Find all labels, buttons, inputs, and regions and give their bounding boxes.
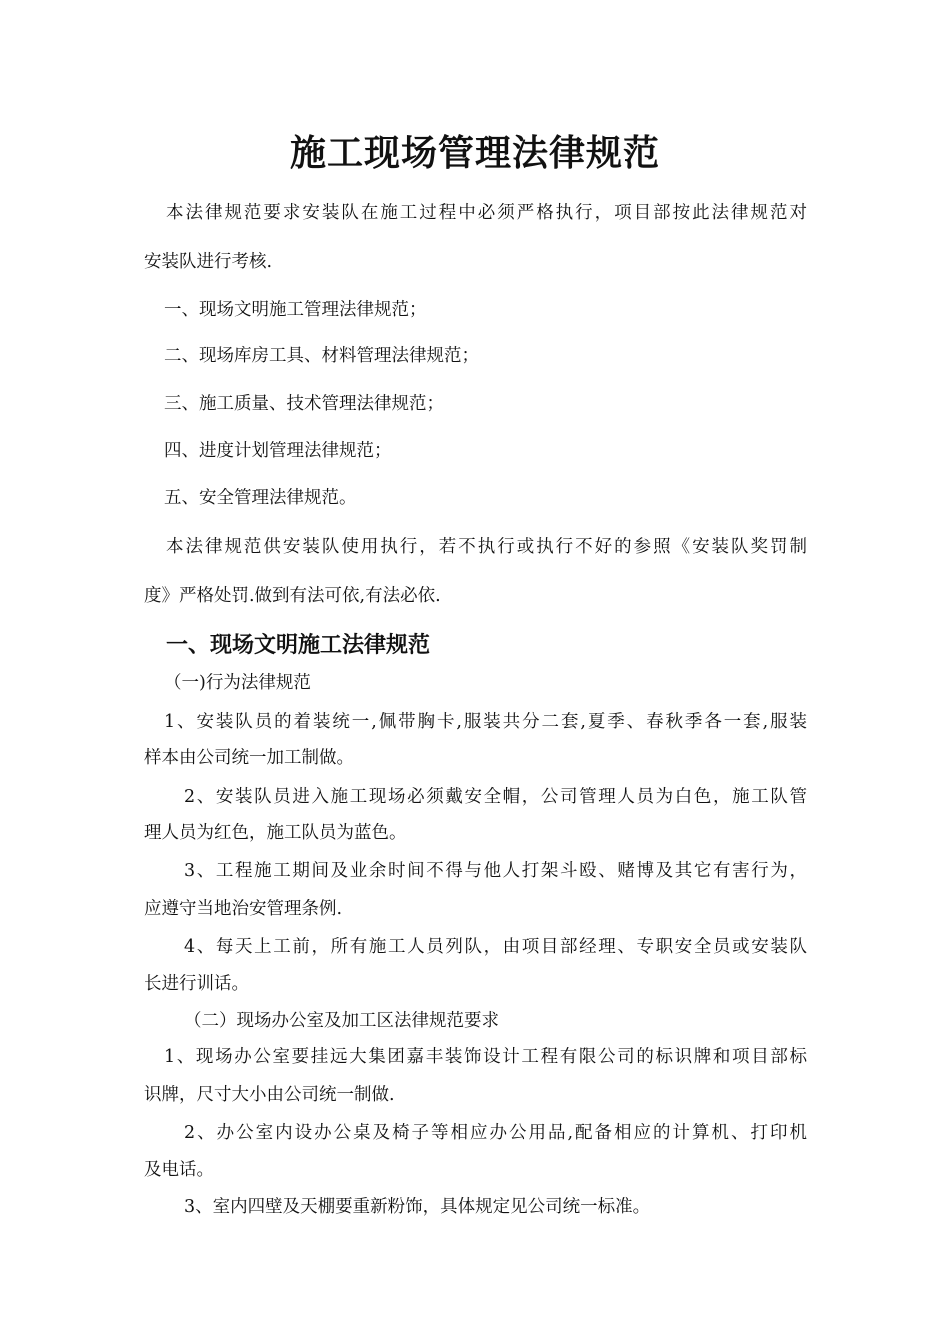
- intro-line-2: 安装队进行考核.: [144, 252, 273, 272]
- rule-2-line-1: 2、安装队员进入施工现场必须戴安全帽，公司管理人员为白色，施工队管: [184, 787, 807, 807]
- list-item-5: 五、安全管理法律规范。: [164, 488, 357, 508]
- office-rule-2-line-2: 及电话。: [144, 1160, 214, 1180]
- subsection-heading-2: （二）现场办公室及加工区法律规范要求: [184, 1011, 499, 1031]
- office-rule-2-line-1: 2、办公室内设办公桌及椅子等相应办公用品,配备相应的计算机、打印机: [184, 1123, 807, 1143]
- rule-3-line-2: 应遵守当地治安管理条例.: [144, 899, 343, 919]
- closing-line-1: 本法律规范供安装队使用执行，若不执行或执行不好的参照《安装队奖罚制: [166, 537, 807, 557]
- section-heading: 一、现场文明施工法律规范: [166, 632, 431, 658]
- list-item-1: 一、现场文明施工管理法律规范；: [164, 300, 427, 320]
- document-title: 施工现场管理法律规范: [289, 132, 660, 174]
- rule-4-line-1: 4、每天上工前，所有施工人员列队，由项目部经理、专职安全员或安装队: [184, 937, 807, 957]
- office-rule-3-line-1: 3、室内四壁及天棚要重新粉饰，具体规定见公司统一标准。: [184, 1197, 651, 1217]
- rule-3-line-1: 3、工程施工期间及业余时间不得与他人打架斗殴、赌博及其它有害行为，: [184, 861, 807, 881]
- list-item-2: 二、现场库房工具、材料管理法律规范；: [164, 346, 479, 366]
- list-item-4: 四、进度计划管理法律规范；: [164, 441, 392, 461]
- rule-1-line-2: 样本由公司统一加工制做。: [144, 748, 354, 768]
- list-item-3: 三、施工质量、技术管理法律规范；: [164, 394, 444, 414]
- office-rule-1-line-2: 识牌，尺寸大小由公司统一制做.: [144, 1085, 395, 1105]
- intro-line-1: 本法律规范要求安装队在施工过程中必须严格执行，项目部按此法律规范对: [166, 203, 807, 223]
- rule-1-line-1: 1、安装队员的着装统一,佩带胸卡,服装共分二套,夏季、春秋季各一套,服装: [164, 712, 807, 732]
- closing-line-2: 度》严格处罚.做到有法可依,有法必依.: [144, 586, 441, 606]
- office-rule-1-line-1: 1、现场办公室要挂远大集团嘉丰装饰设计工程有限公司的标识牌和项目部标: [164, 1047, 807, 1067]
- rule-4-line-2: 长进行训话。: [144, 974, 249, 994]
- subsection-heading-1: （一)行为法律规范: [164, 673, 311, 693]
- rule-2-line-2: 理人员为红色，施工队员为蓝色。: [144, 823, 407, 843]
